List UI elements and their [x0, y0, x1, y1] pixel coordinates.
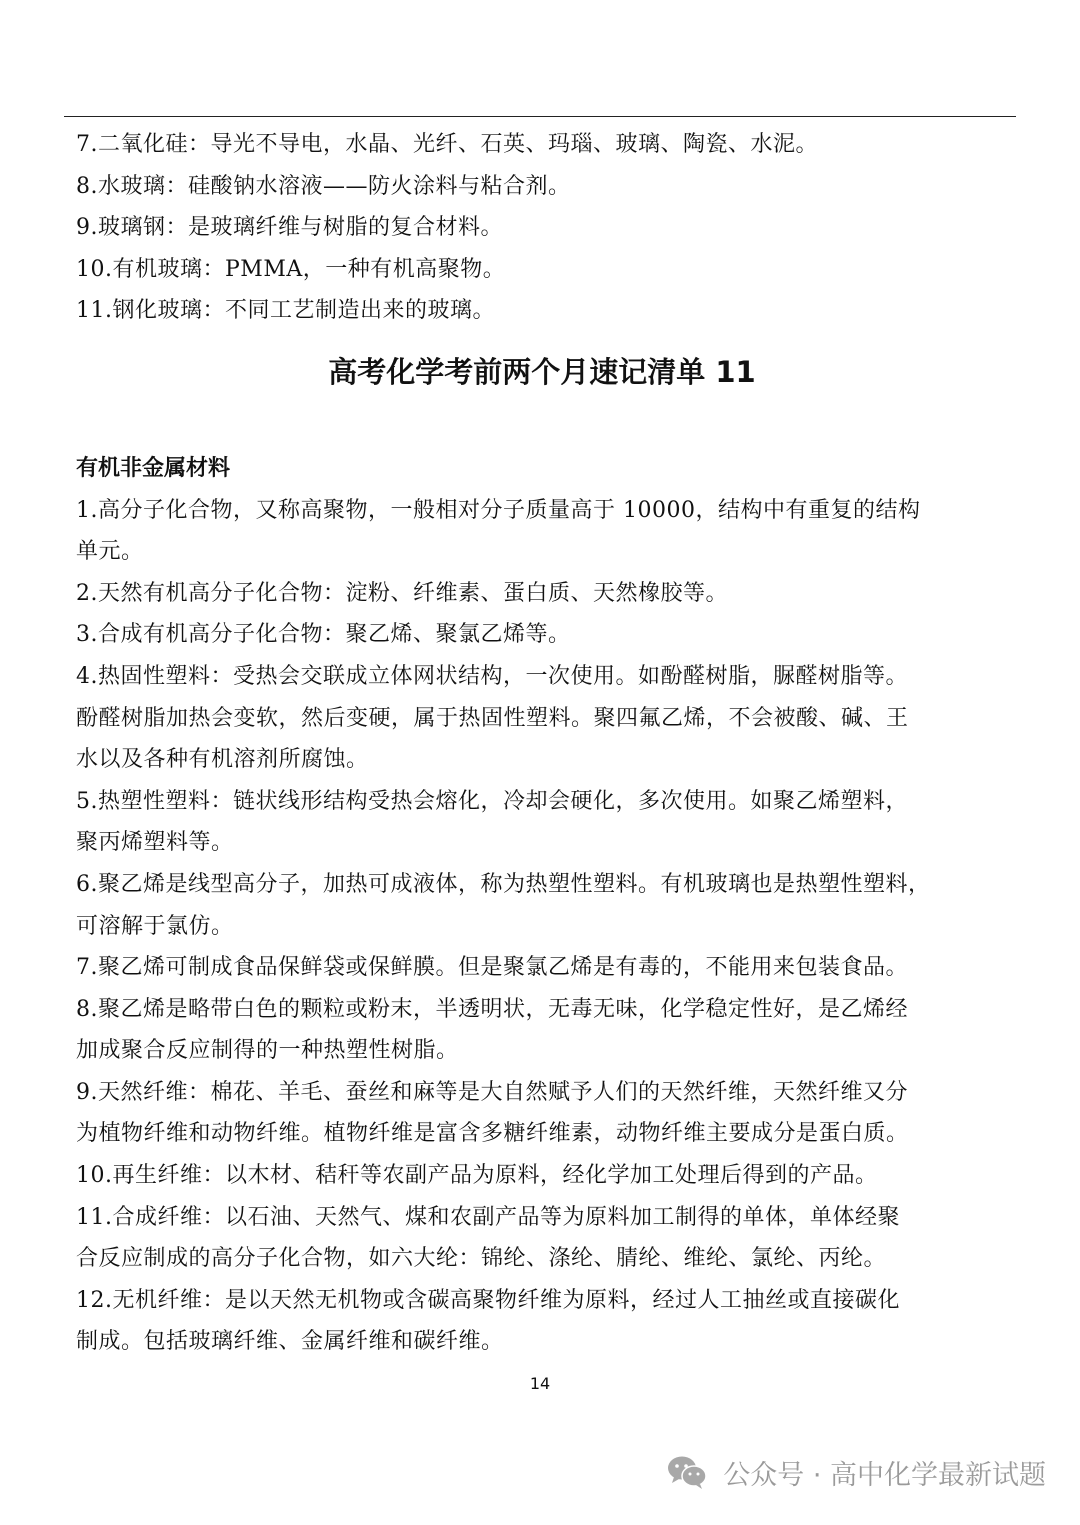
text-line: 聚丙烯塑料等。 — [76, 830, 234, 856]
section-title: 有机非金属材料 — [76, 455, 231, 481]
wechat-icon — [665, 1452, 709, 1492]
top-list — [76, 124, 1008, 332]
text-line: 8.聚乙烯是略带白色的颗粒或粉末，半透明状，无毒无味，化学稳定性好，是乙烯经 — [76, 996, 908, 1022]
watermark — [665, 1452, 1046, 1492]
page-number: 14 — [529, 1374, 551, 1393]
list-item: 10.有机玻璃：PMMA，一种有机高聚物。 — [76, 256, 506, 282]
text-line: 9.天然纤维：棉花、羊毛、蚕丝和麻等是大自然赋予人们的天然纤维，天然纤维又分 — [76, 1079, 908, 1105]
section-body — [76, 490, 1008, 1363]
list-item: 8.水玻璃：硅酸钠水溶液——防火涂料与粘合剂。 — [76, 173, 571, 199]
text-line: 5.热塑性塑料：链状线形结构受热会熔化，冷却会硬化，多次使用。如聚乙烯塑料， — [76, 788, 908, 814]
text-line: 为植物纤维和动物纤维。植物纤维是富含多糖纤维素，动物纤维主要成分是蛋白质。 — [76, 1121, 909, 1147]
text-line: 单元。 — [76, 539, 144, 565]
text-line: 合反应制成的高分子化合物，如六大纶：锦纶、涤纶、腈纶、维纶、氯纶、丙纶。 — [76, 1246, 887, 1272]
text-line: 水以及各种有机溶剂所腐蚀。 — [76, 747, 369, 773]
text-line: 酚醛树脂加热会变软，然后变硬，属于热固性塑料。聚四氟乙烯，不会被酸、碱、王 — [76, 705, 909, 731]
watermark-text: 公众号 · 高中化学最新试题 — [723, 1459, 1046, 1491]
list-item: 11.钢化玻璃：不同工艺制造出来的玻璃。 — [76, 298, 495, 324]
text-line: 12.无机纤维：是以天然无机物或含碳高聚物纤维为原料，经过人工抽丝或直接碳化 — [76, 1287, 900, 1313]
text-line: 4.热固性塑料：受热会交联成立体网状结构，一次使用。如酚醛树脂，脲醛树脂等。 — [76, 663, 908, 689]
text-line: 可溶解于氯仿。 — [76, 913, 234, 939]
text-line: 2.天然有机高分子化合物：淀粉、纤维素、蛋白质、天然橡胶等。 — [76, 580, 728, 606]
text-line: 加成聚合反应制得的一种热塑性树脂。 — [76, 1038, 459, 1064]
text-line: 7.聚乙烯可制成食品保鲜袋或保鲜膜。但是聚氯乙烯是有毒的，不能用来包装食品。 — [76, 955, 908, 981]
text-line: 制成。包括玻璃纤维、金属纤维和碳纤维。 — [76, 1329, 504, 1355]
document-body — [76, 124, 1008, 1363]
text-line: 10.再生纤维：以木材、秸秆等农副产品为原料，经化学加工处理后得到的产品。 — [76, 1163, 878, 1189]
text-line: 1.高分子化合物，又称高聚物，一般相对分子质量高于 10000，结构中有重复的结构 — [76, 497, 921, 523]
list-item: 9.玻璃钢：是玻璃纤维与树脂的复合材料。 — [76, 215, 503, 241]
text-line: 11.合成纤维：以石油、天然气、煤和农副产品等为原料加工制得的单体，单体经聚 — [76, 1204, 900, 1230]
list-item: 7.二氧化硅：导光不导电，水晶、光纤、石英、玛瑙、玻璃、陶瓷、水泥。 — [76, 132, 818, 157]
top-divider — [64, 116, 1016, 117]
page-heading: 高考化学考前两个月速记清单 11 — [328, 354, 756, 389]
text-line: 6.聚乙烯是线型高分子，加热可成液体，称为热塑性塑料。有机玻璃也是热塑性塑料， — [76, 871, 931, 897]
text-line: 3.合成有机高分子化合物：聚乙烯、聚氯乙烯等。 — [76, 622, 571, 648]
